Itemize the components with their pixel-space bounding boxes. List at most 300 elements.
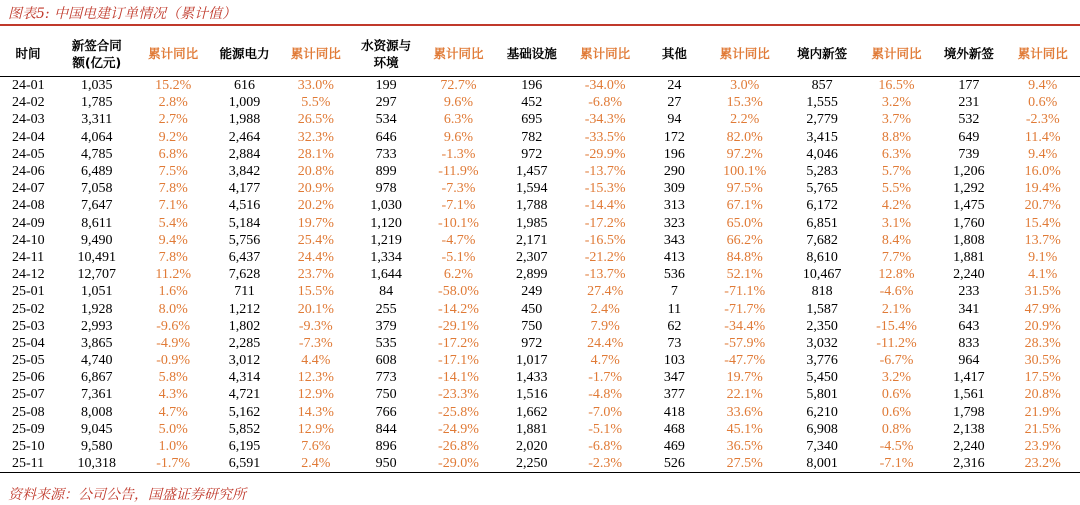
month-cell: 24-12	[12, 267, 45, 283]
yoy-cell: 7.8%	[158, 249, 188, 265]
yoy-cell: -17.2%	[584, 215, 626, 231]
yoy-cell: -29.9%	[584, 146, 626, 162]
value-cell: 6,210	[806, 404, 838, 420]
yoy-cell: 9.6%	[443, 95, 474, 111]
value-cell: 844	[375, 421, 397, 437]
value-cell: 2,138	[953, 421, 985, 437]
value-cell: 255	[375, 301, 397, 317]
yoy-cell: 52.1%	[726, 267, 763, 283]
yoy-cell: -1.7%	[588, 370, 623, 386]
value-cell: 231	[958, 95, 980, 111]
value-cell: 2,899	[516, 267, 548, 283]
yoy-cell: 9.4%	[1028, 78, 1058, 94]
table-row	[0, 77, 1080, 95]
value-cell: 2,464	[228, 129, 261, 145]
value-cell: 341	[958, 301, 980, 317]
value-cell: 8,008	[81, 404, 113, 420]
value-cell: 6,851	[806, 215, 838, 231]
value-cell: 2,240	[953, 439, 985, 455]
table-row	[0, 386, 1080, 403]
yoy-cell: 27.5%	[706, 455, 783, 473]
column-header: 累计同比	[580, 46, 631, 61]
value-cell: 3,012	[228, 353, 261, 369]
table-row	[0, 249, 1080, 266]
yoy-cell: -4.5%	[879, 439, 914, 455]
yoy-cell: 7.5%	[158, 164, 188, 180]
yoy-cell: -2.3%	[567, 455, 642, 473]
column-header: 境外新签	[943, 46, 994, 61]
table-body	[0, 77, 1080, 473]
value-cell: 6,437	[228, 249, 261, 265]
yoy-cell: 7.1%	[158, 198, 188, 214]
yoy-cell: 12.8%	[878, 267, 915, 283]
month-cell: 25-06	[12, 370, 45, 386]
value-cell: 6,489	[81, 164, 113, 180]
value-cell: 418	[663, 404, 685, 420]
yoy-cell: -23.3%	[438, 387, 479, 403]
value-cell: 7,647	[81, 198, 113, 214]
value-cell: 1,035	[81, 78, 113, 94]
value-cell: 964	[958, 353, 980, 369]
yoy-cell: 2.4%	[280, 455, 351, 473]
month-cell: 25-08	[12, 404, 45, 420]
yoy-cell: 3.0%	[730, 78, 760, 94]
yoy-cell: 15.4%	[1024, 215, 1061, 231]
value-cell: 249	[521, 284, 543, 300]
yoy-cell: 4.7%	[158, 404, 188, 420]
yoy-cell: 7.7%	[881, 249, 912, 265]
value-cell: 711	[234, 284, 255, 300]
value-cell: 646	[375, 129, 397, 145]
yoy-cell: -29.0%	[421, 455, 496, 473]
yoy-cell: 19.4%	[1024, 181, 1061, 197]
value-cell: 9,045	[81, 421, 113, 437]
value-cell: 6,591	[209, 455, 280, 473]
yoy-cell: 20.2%	[297, 198, 334, 214]
month-cell: 25-03	[12, 318, 45, 334]
yoy-cell: 6.3%	[443, 112, 474, 128]
yoy-cell: 9.4%	[1028, 146, 1058, 162]
value-cell: 5,450	[806, 370, 838, 386]
value-cell: 750	[375, 387, 397, 403]
yoy-cell: 9.6%	[443, 129, 474, 145]
yoy-cell: 1.6%	[158, 284, 188, 300]
value-cell: 94	[667, 112, 682, 128]
value-cell: 3,032	[806, 335, 838, 351]
value-cell: 379	[375, 318, 397, 334]
source-note: 资料来源：公司公告，国盛证券研究所	[8, 487, 246, 503]
yoy-cell: -7.3%	[441, 181, 476, 197]
yoy-cell: 5.8%	[158, 370, 188, 386]
yoy-cell: 4.7%	[590, 353, 620, 369]
yoy-cell: 20.8%	[1024, 387, 1061, 403]
value-cell: 2,884	[228, 146, 261, 162]
table-row	[0, 369, 1080, 386]
value-cell: 1,120	[370, 215, 402, 231]
value-cell: 3,311	[81, 112, 113, 128]
value-cell: 1,457	[516, 164, 548, 180]
value-cell: 468	[663, 421, 685, 437]
title-divider	[0, 24, 1080, 26]
value-cell: 1,662	[516, 404, 548, 420]
yoy-cell: 17.5%	[1024, 370, 1061, 386]
table-row	[0, 266, 1080, 283]
value-cell: 1,594	[516, 181, 548, 197]
yoy-cell: 20.1%	[297, 301, 334, 317]
yoy-cell: 65.0%	[726, 215, 763, 231]
value-cell: 6,867	[81, 370, 113, 386]
yoy-cell: -34.4%	[724, 318, 766, 334]
value-cell: 2,240	[953, 267, 985, 283]
yoy-cell: 8.8%	[881, 129, 912, 145]
value-cell: 2,250	[496, 455, 567, 473]
value-cell: 4,064	[81, 129, 113, 145]
month-cell: 25-05	[12, 353, 45, 369]
yoy-cell: 22.1%	[726, 387, 763, 403]
yoy-cell: -10.1%	[438, 215, 479, 231]
value-cell: 5,756	[228, 232, 261, 248]
value-cell: 452	[521, 95, 543, 111]
yoy-cell: -6.7%	[879, 353, 914, 369]
yoy-cell: 12.9%	[297, 421, 334, 437]
yoy-cell: 33.6%	[726, 404, 763, 420]
value-cell: 7,628	[228, 267, 261, 283]
month-cell: 25-10	[12, 439, 45, 455]
value-cell: 6,908	[806, 421, 838, 437]
value-cell: 1,555	[806, 95, 838, 111]
value-cell: 7,361	[81, 387, 113, 403]
value-cell: 534	[375, 112, 397, 128]
month-cell: 24-11	[12, 249, 45, 265]
yoy-cell: -71.7%	[724, 301, 766, 317]
value-cell: 1,881	[516, 421, 548, 437]
yoy-cell: -33.5%	[584, 129, 626, 145]
table-header-row	[0, 31, 1080, 77]
yoy-cell: 7.8%	[158, 181, 188, 197]
yoy-cell: 9.1%	[1028, 249, 1058, 265]
yoy-cell: 47.9%	[1024, 301, 1061, 317]
month-cell: 24-01	[12, 78, 45, 94]
yoy-cell: 15.2%	[155, 78, 192, 94]
yoy-cell: -34.3%	[584, 112, 626, 128]
yoy-cell: 21.9%	[1024, 404, 1061, 420]
column-header: 累计同比	[719, 46, 770, 61]
yoy-cell: 5.5%	[301, 95, 331, 111]
value-cell: 896	[375, 439, 397, 455]
value-cell: 773	[375, 370, 397, 386]
value-cell: 5,162	[228, 404, 261, 420]
table-row	[0, 232, 1080, 249]
value-cell: 62	[667, 318, 682, 334]
value-cell: 313	[663, 198, 685, 214]
value-cell: 9,490	[81, 232, 113, 248]
value-cell: 8,001	[783, 455, 860, 473]
table-row	[0, 404, 1080, 421]
value-cell: 1,785	[81, 95, 113, 111]
value-cell: 649	[958, 129, 980, 145]
value-cell: 103	[663, 353, 685, 369]
yoy-cell: 12.3%	[297, 370, 334, 386]
value-cell: 3,415	[806, 129, 838, 145]
yoy-cell: -24.9%	[438, 421, 479, 437]
value-cell: 172	[663, 129, 685, 145]
yoy-cell: 97.5%	[726, 181, 763, 197]
yoy-cell: -5.1%	[441, 249, 476, 265]
yoy-cell: 5.7%	[881, 164, 912, 180]
yoy-cell: -58.0%	[438, 284, 479, 300]
figure-title: 图表5: 中国电建订单情况（累计值）	[8, 6, 237, 22]
yoy-cell: 20.8%	[297, 164, 334, 180]
yoy-cell: 2.1%	[881, 301, 912, 317]
yoy-cell: 67.1%	[726, 198, 763, 214]
yoy-cell: -34.0%	[584, 78, 626, 94]
value-cell: 1,475	[953, 198, 985, 214]
value-cell: 177	[958, 78, 980, 94]
value-cell: 5,801	[806, 387, 838, 403]
value-cell: 1,802	[228, 318, 261, 334]
value-cell: 2,993	[81, 318, 113, 334]
value-cell: 1,030	[370, 198, 402, 214]
value-cell: 3,842	[228, 164, 261, 180]
yoy-cell: -1.3%	[441, 146, 476, 162]
table-row	[0, 421, 1080, 438]
value-cell: 750	[521, 318, 543, 334]
yoy-cell: -5.1%	[588, 421, 623, 437]
value-cell: 290	[663, 164, 685, 180]
column-header: 能源电力	[219, 46, 270, 61]
yoy-cell: 3.7%	[881, 112, 912, 128]
value-cell: 3,865	[81, 335, 113, 351]
table-row	[0, 283, 1080, 300]
value-cell: 1,760	[953, 215, 985, 231]
value-cell: 695	[521, 112, 543, 128]
column-header: 累计同比	[433, 46, 484, 61]
value-cell: 2,307	[516, 249, 548, 265]
yoy-cell: 8.0%	[158, 301, 188, 317]
value-cell: 1,219	[370, 232, 402, 248]
value-cell: 4,177	[228, 181, 261, 197]
yoy-cell: -16.5%	[584, 232, 626, 248]
yoy-cell: 23.9%	[1024, 439, 1061, 455]
month-cell: 25-09	[12, 421, 45, 437]
value-cell: 1,798	[953, 404, 985, 420]
month-cell: 24-07	[12, 181, 45, 197]
yoy-cell: 1.0%	[158, 439, 188, 455]
value-cell: 4,516	[228, 198, 261, 214]
value-cell: 309	[663, 181, 685, 197]
table-row	[0, 318, 1080, 335]
month-cell: 24-06	[12, 164, 45, 180]
yoy-cell: 14.3%	[297, 404, 334, 420]
table-row	[0, 197, 1080, 214]
value-cell: 972	[521, 335, 543, 351]
value-cell: 7,682	[806, 232, 838, 248]
value-cell: 10,491	[77, 249, 117, 265]
value-cell: 343	[663, 232, 685, 248]
value-cell: 8,610	[806, 249, 838, 265]
yoy-cell: 6.8%	[158, 146, 188, 162]
yoy-cell: -2.3%	[1025, 112, 1060, 128]
value-cell: 2,350	[806, 318, 838, 334]
yoy-cell: -4.6%	[879, 284, 914, 300]
yoy-cell: 13.7%	[1024, 232, 1061, 248]
yoy-cell: -6.8%	[588, 439, 623, 455]
yoy-cell: -14.1%	[438, 370, 479, 386]
table-row	[0, 129, 1080, 146]
yoy-cell: 32.3%	[297, 129, 334, 145]
yoy-cell: 3.2%	[881, 95, 912, 111]
value-cell: 526	[643, 455, 706, 473]
value-cell: 2,171	[516, 232, 548, 248]
value-cell: 1,644	[370, 267, 402, 283]
value-cell: 608	[375, 353, 397, 369]
yoy-cell: -11.2%	[876, 335, 917, 351]
yoy-cell: 11.4%	[1024, 129, 1061, 145]
value-cell: 1,928	[81, 301, 113, 317]
value-cell: 11	[667, 301, 682, 317]
yoy-cell: -21.2%	[584, 249, 626, 265]
yoy-cell: -29.1%	[438, 318, 479, 334]
value-cell: 5,765	[806, 181, 838, 197]
yoy-cell: 2.7%	[158, 112, 188, 128]
value-cell: 12,707	[77, 267, 117, 283]
value-cell: 833	[958, 335, 980, 351]
yoy-cell: 5.5%	[881, 181, 912, 197]
table-row	[0, 438, 1080, 455]
table-row	[0, 215, 1080, 232]
value-cell: 1,292	[953, 181, 985, 197]
month-cell: 24-04	[12, 129, 45, 145]
yoy-cell: 28.3%	[1024, 335, 1061, 351]
yoy-cell: 4.4%	[301, 353, 331, 369]
yoy-cell: 0.8%	[881, 421, 912, 437]
yoy-cell: -4.8%	[588, 387, 623, 403]
yoy-cell: 4.3%	[158, 387, 188, 403]
value-cell: 972	[521, 146, 543, 162]
value-cell: 10,467	[802, 267, 842, 283]
month-cell: 24-05	[12, 146, 45, 162]
value-cell: 899	[375, 164, 397, 180]
value-cell: 297	[375, 95, 397, 111]
yoy-cell: 31.5%	[1024, 284, 1061, 300]
month-cell: 25-04	[12, 335, 45, 351]
value-cell: 7,058	[81, 181, 113, 197]
yoy-cell: 6.3%	[881, 146, 912, 162]
yoy-cell: 16.0%	[1024, 164, 1061, 180]
yoy-cell: -7.0%	[588, 404, 623, 420]
yoy-cell: -14.2%	[438, 301, 479, 317]
month-cell: 24-10	[12, 232, 45, 248]
yoy-cell: -4.7%	[441, 232, 476, 248]
value-cell: 84	[379, 284, 394, 300]
value-cell: 1,587	[806, 301, 838, 317]
yoy-cell: -71.1%	[724, 284, 766, 300]
yoy-cell: 84.8%	[726, 249, 763, 265]
yoy-cell: 100.1%	[723, 164, 767, 180]
yoy-cell: 20.7%	[1024, 198, 1061, 214]
value-cell: 1,051	[81, 284, 113, 300]
column-header: 累计同比	[148, 46, 199, 61]
month-cell: 24-08	[12, 198, 45, 214]
yoy-cell: -7.3%	[298, 335, 333, 351]
month-cell: 25-11	[0, 455, 56, 473]
column-header: 时间	[15, 46, 41, 61]
value-cell: 782	[521, 129, 543, 145]
yoy-cell: -11.9%	[438, 164, 479, 180]
value-cell: 643	[958, 318, 980, 334]
yoy-cell: -26.8%	[438, 439, 479, 455]
yoy-cell: -47.7%	[724, 353, 766, 369]
value-cell: 24	[667, 78, 682, 94]
yoy-cell: -17.2%	[438, 335, 479, 351]
value-cell: 4,740	[81, 353, 113, 369]
value-cell: 2,020	[516, 439, 548, 455]
yoy-cell: 28.1%	[297, 146, 334, 162]
value-cell: 733	[375, 146, 397, 162]
value-cell: 536	[663, 267, 685, 283]
yoy-cell: 24.4%	[297, 249, 334, 265]
yoy-cell: 24.4%	[587, 335, 624, 351]
table-row	[0, 455, 1080, 473]
value-cell: 1,988	[228, 112, 261, 128]
value-cell: 196	[663, 146, 685, 162]
value-cell: 1,808	[953, 232, 985, 248]
yoy-cell: -17.1%	[438, 353, 479, 369]
yoy-cell: 30.5%	[1024, 353, 1061, 369]
yoy-cell: -7.1%	[441, 198, 476, 214]
value-cell: 10,318	[56, 455, 138, 473]
yoy-cell: 7.9%	[590, 318, 620, 334]
yoy-cell: -0.9%	[156, 353, 191, 369]
value-cell: 1,433	[516, 370, 548, 386]
value-cell: 3,776	[806, 353, 838, 369]
month-cell: 24-03	[12, 112, 45, 128]
month-cell: 24-02	[12, 95, 45, 111]
value-cell: 8,611	[81, 215, 113, 231]
value-cell: 413	[663, 249, 685, 265]
yoy-cell: 0.6%	[881, 387, 912, 403]
yoy-cell: 0.6%	[881, 404, 912, 420]
value-cell: 1,788	[516, 198, 548, 214]
table-row	[0, 335, 1080, 352]
value-cell: 6,195	[228, 439, 261, 455]
value-cell: 73	[667, 335, 682, 351]
month-cell: 25-02	[12, 301, 45, 317]
value-cell: 739	[958, 146, 980, 162]
value-cell: 4,046	[806, 146, 838, 162]
yoy-cell: -1.7%	[138, 455, 209, 473]
yoy-cell: -25.8%	[438, 404, 479, 420]
value-cell: 1,417	[953, 370, 985, 386]
table-row	[0, 94, 1080, 111]
yoy-cell: 3.2%	[881, 370, 912, 386]
table-row	[0, 180, 1080, 197]
value-cell: 978	[375, 181, 397, 197]
yoy-cell: 66.2%	[726, 232, 763, 248]
yoy-cell: 12.9%	[297, 387, 334, 403]
yoy-cell: 15.3%	[726, 95, 763, 111]
yoy-cell: 26.5%	[297, 112, 334, 128]
yoy-cell: 45.1%	[726, 421, 763, 437]
value-cell: 1,334	[370, 249, 402, 265]
value-cell: 1,516	[516, 387, 548, 403]
value-cell: 6,172	[806, 198, 838, 214]
value-cell: 469	[663, 439, 685, 455]
value-cell: 1,561	[953, 387, 985, 403]
yoy-cell: -13.7%	[584, 164, 626, 180]
column-header: 其他	[661, 46, 687, 61]
column-header: 累计同比	[290, 46, 341, 61]
